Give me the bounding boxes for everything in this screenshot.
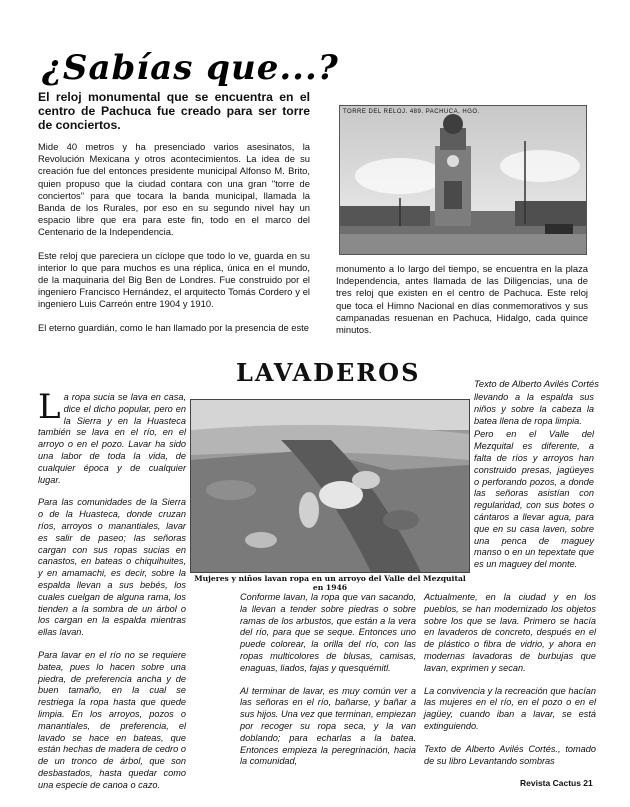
page-footer: Revista Cactus 21 <box>520 778 593 788</box>
paragraph: Para las comunidades de la Sierra o de la Huasteca, donde cruzan ríos, arroyos o manantiales, lavar es salir de paseo; las señoras cargan con sus ropas sucias en canastos, en bateas o chiquihuites, y en amamachi, es decir, sobre la espalda llevan a sus bebés, los cuales cuelgan de alguna rama, los tienden a la sombra de un árbol o los cargan en la espalda mientras ellas lavan. <box>38 497 186 638</box>
clock-photo-caption: TORRE DEL RELOJ. 489. PACHUCA, HGO. <box>343 109 480 115</box>
paragraph: Al terminar de lavar, es muy común ver a las señoras en el río, bañarse, y bañar a sus hijos. Una vez que terminan, empiezan por recoger su ropa seca, y la van doblando; para echarlas a la batea. Entonces empieza la peregrinación, hacia la comunidad, <box>240 685 416 767</box>
page-heading: ¿Sabías que...? <box>42 48 339 88</box>
washing-illustration <box>191 400 469 572</box>
washing-photo <box>190 399 470 573</box>
clock-tower-illustration <box>340 106 586 254</box>
paragraph-text: a ropa sucia se lava en casa, dice el dicho popular, pero en la Sierra y en la Huasteca también se lava en el río, en el arroyo o en el pozo. Lavar ha sido una labor de toda la vida, de cualquier época y de cualquier lugar. <box>38 392 186 485</box>
lavaderos-col2 <box>240 592 416 768</box>
paragraph: Pero en el Valle del Mezquital es diferente, a falta de ríos y arroyos han construido presas, jagüeyes o perforando pozos, a donde las señoras asistían con regularidad, con sus botes o cántaros a llevar agua, para que en su casa laven, sobre una penca de maguey manso o en un tepextate que es un maguey del monte. <box>474 429 594 570</box>
paragraph <box>38 387 186 486</box>
section-title: LAVADEROS <box>236 358 421 387</box>
paragraph: Para lavar en el río no se requiere batea, pues lo hacen sobre una piedra, de preferencia ancha y de buen tamaño, en la cual se restriega la ropa hasta que quede limpia. En los arroyos, pozos o manantiales, de preferencia, el lavado se hace en bateas, que están hechas de madera de cedro o de un tronco de árbol, que son desbastados, hasta quedar como una especie de canoa o cazo. <box>38 649 186 790</box>
lavaderos-col3-bottom <box>424 592 596 767</box>
lavaderos-col1 <box>38 387 186 792</box>
paragraph: El eterno guardián, como le han llamado por la presencia de este <box>38 321 310 333</box>
paragraph: Mide 40 metros y ha presenciado varios asesinatos, la Revolución Mexicana y otros acontecimientos. La idea de su creación fue del entonces presidente municipal Alfonso M. Brito, quien propuso que la ciudad contara con una gran "torre de conciertos" para que tocara la banda municipal, llamada la Banda de los Rurales, por eso en su segundo nivel hay un espacio libre que era para este fin, todo en el marco del Centenario de la Independencia. <box>38 141 310 238</box>
author-credit: Texto de Alberto Avilés Cortés <box>474 378 599 389</box>
paragraph: Texto de Alberto Avilés Cortés., tomado de su libro Levantando sombras <box>424 743 596 766</box>
paragraph: La convivencia y la recreación que hacían las mujeres en el río, en el pozo o en el jagüey, cuando iban a lavar, se está extinguiendo. <box>424 685 596 731</box>
lavaderos-col3-top <box>474 392 594 571</box>
paragraph: llevando a la espalda sus niños y sobre la cabeza la batea llena de ropa limpia. <box>474 392 594 426</box>
clock-article-col2: monumento a lo largo del tiempo, se encuentra en la plaza Independencia, antes llamada de las Diligencias, una de tres reloj que existen en el centro de Pachuca. Este reloj que toca el Himno Nacional en días conmemorativos y sus campanadas resuenan en Pachuca, Hidalgo, cada quince minutos. <box>336 263 588 336</box>
washing-photo-caption: Mujeres y niños lavan ropa en un arroyo del Valle del Mezquital en 1946 <box>194 574 466 592</box>
paragraph: Este reloj que pareciera un cíclope que todo lo ve, guarda en su interior lo que para muchos es una réplica, única en el mundo, de la maquinaria del Big Ben de Londres. Fue construido por el ingeniero Francisco Hernández, el arquitecto Tomás Cordero y el ingeniero Luis Carreón entre 1904 y 1910. <box>38 249 310 310</box>
clock-tower-photo <box>339 105 587 255</box>
paragraph: Actualmente, en la ciudad y en los pueblos, se han modernizado los objetos sobre los que se lava. Primero se hacía en lavaderos de concreto, después en el de plástico o fibra de vidrio, y ahora en modernas lavadoras de burbujas que lavan, exprimen y secan. <box>424 592 596 673</box>
drop-cap: L <box>38 387 61 427</box>
paragraph: Conforme lavan, la ropa que van sacando, la llevan a tender sobre piedras o sobre ramas de los arbustos, que están a la vera del río, para que se seque. Entonces uno puede colorear, la orilla del río, con las ropas multicolores de blusas, camisas, enaguas, liados, fajas y quesquémitl. <box>240 592 416 673</box>
clock-article-col1 <box>38 141 310 334</box>
lead-paragraph: El reloj monumental que se encuentra en el centro de Pachuca fue creado para ser torre de conciertos. <box>38 90 310 132</box>
